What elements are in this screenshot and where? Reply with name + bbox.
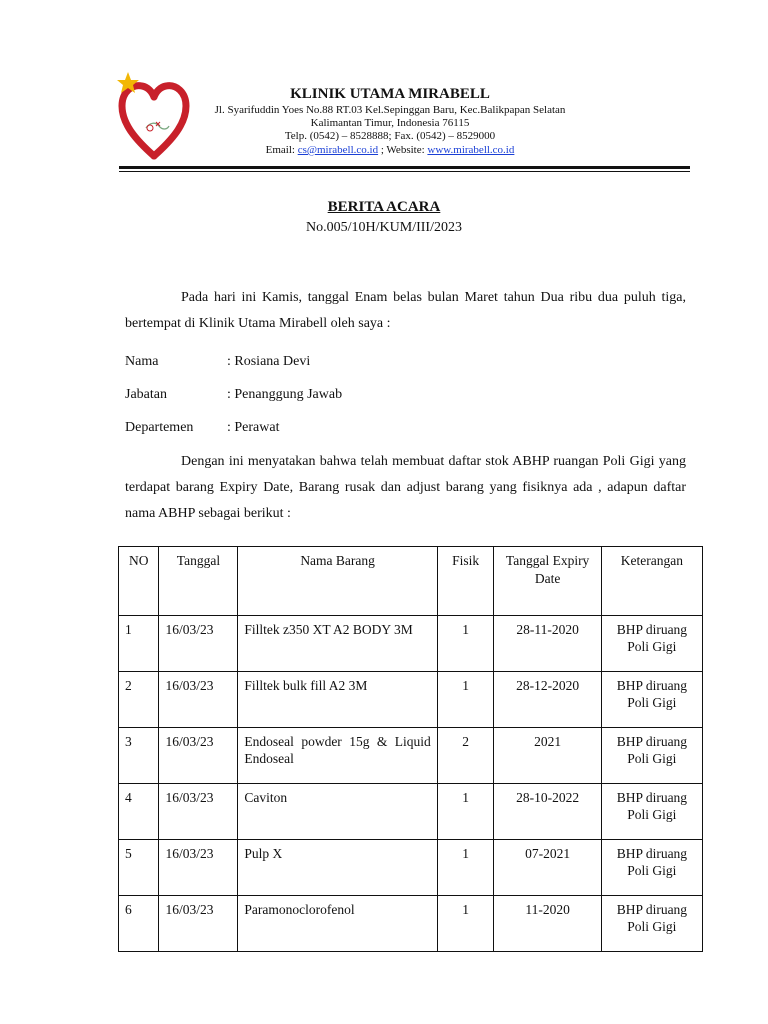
header-tanggal: Tanggal — [159, 547, 238, 616]
cell-fisik: 1 — [437, 896, 494, 952]
table-row — [119, 896, 703, 952]
field-value-jabatan: : Penanggung Jawab — [227, 387, 343, 402]
cell-tanggal: 16/03/23 — [159, 896, 238, 952]
cell-nama: Filltek bulk fill A2 3M — [238, 672, 437, 728]
cell-tanggal: 16/03/23 — [159, 672, 238, 728]
cell-tanggal: 16/03/23 — [159, 840, 238, 896]
cell-nama: Filltek z350 XT A2 BODY 3M — [238, 616, 437, 672]
table-row — [119, 616, 703, 672]
cell-tanggal: 16/03/23 — [159, 728, 238, 784]
field-label-nama: Nama — [125, 354, 159, 369]
cell-no: 4 — [119, 784, 159, 840]
cell-expiry: 07-2021 — [494, 840, 601, 896]
field-label-jabatan: Jabatan — [125, 387, 167, 402]
header-fisik: Fisik — [437, 547, 494, 616]
cell-keterangan: BHP diruang Poli Gigi — [601, 784, 702, 840]
statement-paragraph: Dengan ini menyatakan bahwa telah membuat daftar stok ABHP ruangan Poli Gigi yang terdapat barang Expiry Date, Barang rusak dan adjust barang yang fisiknya ada , adapun daftar nama ABHP sebagai berikut : — [125, 454, 686, 521]
cell-keterangan: BHP diruang Poli Gigi — [601, 616, 702, 672]
table-row — [119, 728, 703, 784]
cell-nama: Pulp X — [238, 840, 437, 896]
cell-nama: Paramonoclorofenol — [238, 896, 437, 952]
cell-keterangan: BHP diruang Poli Gigi — [601, 896, 702, 952]
header-keterangan: Keterangan — [601, 547, 702, 616]
phone-line: Telp. (0542) – 8528888; Fax. (0542) – 8529000 — [284, 130, 496, 142]
field-value-departemen: : Perawat — [227, 420, 280, 435]
cell-nama: Endoseal powder 15g & Liquid Endoseal — [238, 728, 437, 784]
website-link[interactable]: www.mirabell.co.id — [427, 144, 515, 156]
cell-fisik: 1 — [437, 616, 494, 672]
table-row — [119, 672, 703, 728]
address-line-1: Jl. Syarifuddin Yoes No.88 RT.03 Kel.Sepinggan Baru, Kec.Balikpapan Selatan — [214, 104, 566, 116]
field-label-departemen: Departemen — [125, 420, 194, 435]
cell-expiry: 28-11-2020 — [494, 616, 601, 672]
header-nama-barang: Nama Barang — [238, 547, 437, 616]
document-title: BERITA ACARA — [327, 199, 441, 215]
cell-no: 6 — [119, 896, 159, 952]
header-rule-thin — [119, 171, 690, 172]
cell-expiry: 2021 — [494, 728, 601, 784]
table-row — [119, 784, 703, 840]
cell-fisik: 2 — [437, 728, 494, 784]
cell-no: 2 — [119, 672, 159, 728]
cell-expiry: 28-12-2020 — [494, 672, 601, 728]
cell-no: 3 — [119, 728, 159, 784]
cell-fisik: 1 — [437, 840, 494, 896]
document-number: No.005/10H/KUM/III/2023 — [306, 220, 462, 235]
header-expiry: Tanggal Expiry Date — [494, 547, 601, 616]
intro-paragraph: Pada hari ini Kamis, tanggal Enam belas bulan Maret tahun Dua ribu dua puluh tiga, bertempat di Klinik Utama Mirabell oleh saya : — [125, 290, 686, 331]
table-header-row — [119, 547, 703, 616]
cell-keterangan: BHP diruang Poli Gigi — [601, 672, 702, 728]
field-value-nama: : Rosiana Devi — [227, 354, 311, 369]
abhp-table — [118, 546, 703, 952]
cell-tanggal: 16/03/23 — [159, 616, 238, 672]
cell-no: 1 — [119, 616, 159, 672]
website-label: ; Website: — [378, 144, 428, 156]
cell-nama: Caviton — [238, 784, 437, 840]
email-link[interactable]: cs@mirabell.co.id — [297, 144, 379, 156]
cell-tanggal: 16/03/23 — [159, 784, 238, 840]
table-row — [119, 840, 703, 896]
cell-expiry: 28-10-2022 — [494, 784, 601, 840]
cell-no: 5 — [119, 840, 159, 896]
header-no: NO — [119, 547, 159, 616]
cell-keterangan: BHP diruang Poli Gigi — [601, 840, 702, 896]
header-rule-thick — [119, 166, 690, 169]
cell-fisik: 1 — [437, 784, 494, 840]
cell-keterangan: BHP diruang Poli Gigi — [601, 728, 702, 784]
email-label: Email: — [265, 144, 298, 156]
clinic-name: KLINIK UTAMA MIRABELL — [290, 86, 490, 102]
contact-line — [190, 144, 590, 157]
star-heart-logo-icon — [116, 70, 192, 160]
cell-fisik: 1 — [437, 672, 494, 728]
address-line-2: Kalimantan Timur, Indonesia 76115 — [310, 117, 470, 129]
cell-expiry: 11-2020 — [494, 896, 601, 952]
